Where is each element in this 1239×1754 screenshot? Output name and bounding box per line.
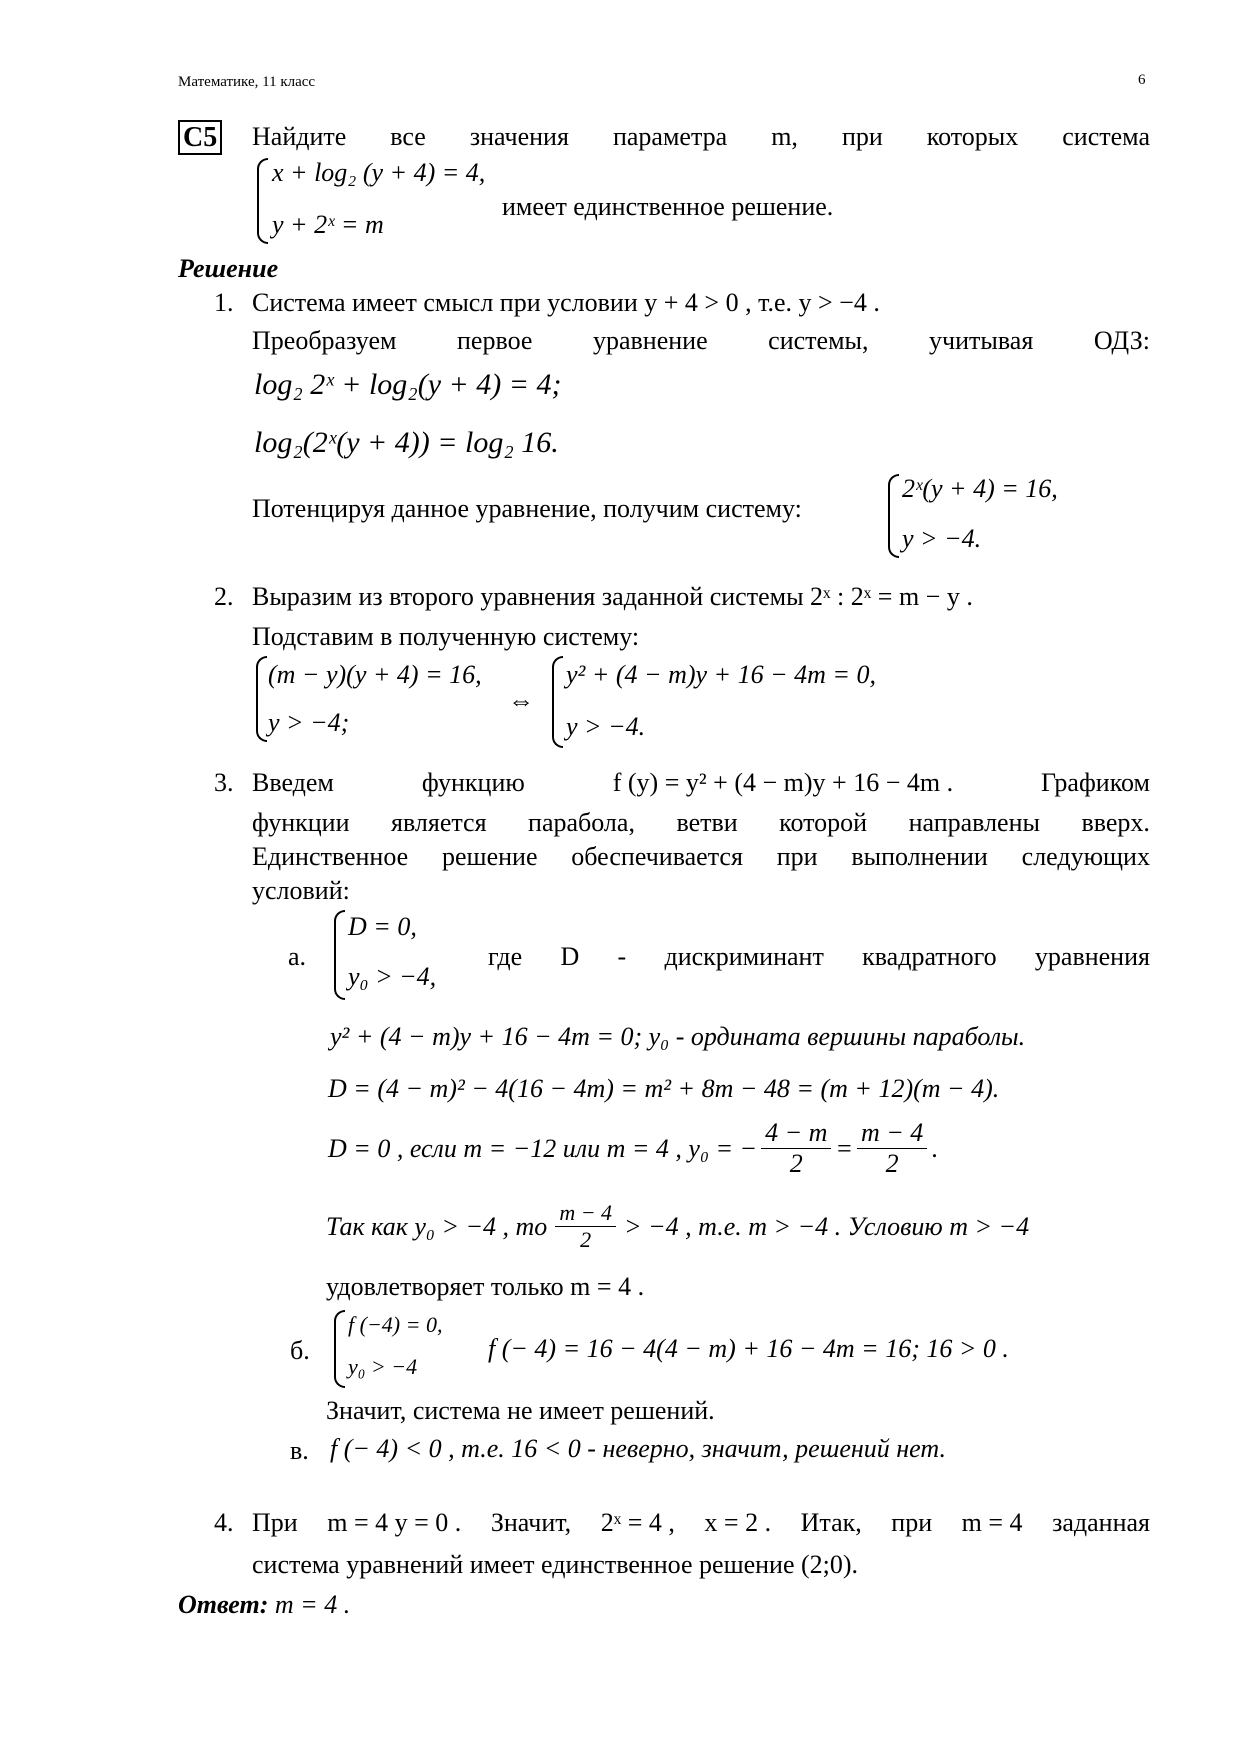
- step4-word: m = 4: [961, 1508, 1023, 1537]
- system-equation-1: x + log₂ (y + 4) = 4,: [272, 158, 486, 187]
- case-a-system-a: D = 0,: [348, 912, 417, 941]
- statement-word: значения: [469, 122, 569, 151]
- step2-line1: Выразим из второго уравнения заданной системы 2ˣ : 2ˣ = m − y .: [252, 582, 973, 611]
- step2-right-system-a: y² + (4 − m)y + 16 − 4m = 0,: [566, 660, 876, 689]
- case-b-brace: [334, 1310, 345, 1388]
- case-a-word: D: [560, 942, 580, 971]
- statement-word: при: [841, 122, 883, 151]
- answer-label: Ответ:: [178, 1590, 269, 1619]
- fraction-1: $\frac{4 - m}{2}$: [761, 1118, 831, 1179]
- step3-line4: условий:: [252, 876, 350, 905]
- statement-word: которых: [926, 122, 1019, 151]
- step2-left-system-b: y > −4;: [268, 708, 350, 737]
- step1-system-b: y > −4.: [902, 524, 982, 553]
- step3-word: парабола,: [528, 808, 635, 837]
- problem-statement-tail: имеет единственное решение.: [502, 192, 834, 221]
- step3-line3: [252, 842, 1150, 872]
- step2-left-brace: [256, 656, 267, 742]
- step2-line2: Подставим в полученную систему:: [252, 622, 640, 651]
- case-a-system-b: y₀ > −4,: [348, 962, 437, 991]
- step3-word: которой: [779, 808, 868, 837]
- step1-word: системы,: [768, 326, 869, 355]
- step4-word: x = 2 .: [704, 1508, 772, 1537]
- step1-word: первое: [457, 326, 533, 355]
- step1-word: Преобразуем: [252, 326, 397, 355]
- step1-equation-1: log₂ 2ˣ + log₂(y + 4) = 4;: [254, 368, 562, 401]
- step3-word: следующих: [1021, 842, 1150, 871]
- statement-word: система: [1062, 122, 1150, 151]
- case-a-word: уравнения: [1034, 942, 1150, 971]
- case-c-label: в.: [290, 1436, 309, 1465]
- fraction-3: $\frac{m - 4}{2}$: [555, 1200, 616, 1253]
- step3-word: выполнении: [851, 842, 988, 871]
- step3-word: Графиком: [1041, 768, 1150, 797]
- step1-system-a: 2ˣ(y + 4) = 16,: [902, 474, 1058, 503]
- step1-number: 1.: [214, 288, 234, 317]
- case-c-text: f (− 4) < 0 , т.е. 16 < 0 - неверно, значит, решений нет.: [330, 1434, 946, 1463]
- statement-word: параметра: [612, 122, 728, 151]
- step1-line3: Потенцируя данное уравнение, получим систему:: [252, 494, 802, 523]
- case-b-system-b: y₀ > −4: [348, 1354, 418, 1379]
- step3-word: Введем: [252, 768, 334, 797]
- step3-number: 3.: [214, 768, 234, 797]
- equivalence-arrow: ⇔: [508, 686, 534, 715]
- step4-word: заданная: [1052, 1508, 1150, 1537]
- case-a-label: а.: [288, 942, 307, 971]
- case-b-conclusion: Значит, система не имеет решений.: [326, 1396, 715, 1425]
- case-a-word: -: [617, 942, 627, 971]
- problem-label: C5: [178, 122, 222, 154]
- step4-word: Итак,: [800, 1508, 862, 1537]
- step4-word: при: [891, 1508, 933, 1537]
- step1-system-brace: [888, 474, 899, 558]
- case-a-line1: y² + (4 − m)y + 16 − 4m = 0; y₀ - ордината вершины параболы.: [330, 1022, 1026, 1051]
- step1-equation-2: log₂(2ˣ(y + 4)) = log₂ 16.: [254, 426, 559, 459]
- statement-word: m,: [771, 122, 798, 151]
- system-equation-2: y + 2ˣ = m: [272, 210, 384, 239]
- step3-word: при: [776, 842, 818, 871]
- step2-right-system-b: y > −4.: [566, 712, 646, 741]
- step4-word: m = 4 y = 0 .: [327, 1508, 462, 1537]
- case-a-line2: D = (4 − m)² − 4(16 − 4m) = m² + 8m − 48 = (m + 12)(m − 4).: [328, 1074, 1000, 1103]
- system-brace: [257, 158, 268, 244]
- step1-line2: [252, 326, 1150, 356]
- step1-word: уравнение: [592, 326, 708, 355]
- problem-statement: [252, 122, 1150, 152]
- case-a-word: дискриминант: [664, 942, 824, 971]
- answer: [178, 1590, 350, 1620]
- step3-word: функцию: [421, 768, 525, 797]
- step4-line1: [252, 1508, 1150, 1538]
- case-a-word: где: [488, 942, 523, 971]
- step1-word: учитывая: [929, 326, 1034, 355]
- step3-word: обеспечивается: [571, 842, 743, 871]
- step2-right-brace: [552, 656, 563, 748]
- step4-word: Значит,: [490, 1508, 572, 1537]
- case-a-line3: D = 0 , если m = −12 или m = 4 , y₀ = − $\frac{4 - m}{2}$ = $\frac{m - 4}{2}$ .: [328, 1118, 938, 1178]
- case-b-system-a: f (−4) = 0,: [348, 1312, 443, 1337]
- answer-value: m = 4 .: [274, 1590, 351, 1619]
- step3-word: ветви: [676, 808, 738, 837]
- case-b-equation: f (− 4) = 16 − 4(4 − m) + 16 − 4m = 16; 16 > 0 .: [488, 1334, 1009, 1363]
- step2-left-system-a: (m − y)(y + 4) = 16,: [268, 660, 482, 689]
- fraction-2: $\frac{m - 4}{2}$: [857, 1118, 927, 1179]
- step2-number: 2.: [214, 582, 234, 611]
- case-a-brace: [334, 910, 345, 1000]
- solution-heading: Решение: [178, 254, 279, 283]
- step3-word: вверх.: [1081, 808, 1150, 837]
- step4-word: При: [252, 1508, 298, 1537]
- step3-word: направлены: [908, 808, 1040, 837]
- step3-word: f (y) = y² + (4 − m)y + 16 − 4m .: [612, 768, 954, 797]
- step4-number: 4.: [214, 1508, 234, 1537]
- case-a-word: квадратного: [862, 942, 997, 971]
- step4-word: 2ˣ = 4 ,: [600, 1508, 675, 1537]
- page-number: 6: [1138, 72, 1146, 88]
- statement-word: Найдите: [252, 122, 347, 151]
- step3-word: решение: [442, 842, 538, 871]
- case-a-line4: Так как y₀ > −4 , то $\frac{m - 4}{2}$ > −4 , т.е. m > −4 . Условию m > −4: [326, 1200, 1030, 1252]
- step3-word: Единственное: [252, 842, 409, 871]
- header-subject: Математике, 11 класс: [178, 74, 316, 90]
- case-a-line5: удовлетворяет только m = 4 .: [326, 1272, 645, 1301]
- step1-word: ОДЗ:: [1093, 326, 1150, 355]
- case-b-label: б.: [290, 1336, 310, 1365]
- case-a-where: [488, 942, 1150, 972]
- step4-line2: система уравнений имеет единственное решение (2;0).: [252, 1550, 859, 1579]
- step3-line1: [252, 768, 1150, 798]
- step3-word: функции: [252, 808, 350, 837]
- step3-line2: [252, 808, 1150, 838]
- step1-line1: Система имеет смысл при условии y + 4 > 0 , т.е. y > −4 .: [252, 288, 880, 317]
- statement-word: все: [390, 122, 426, 151]
- step3-word: является: [391, 808, 487, 837]
